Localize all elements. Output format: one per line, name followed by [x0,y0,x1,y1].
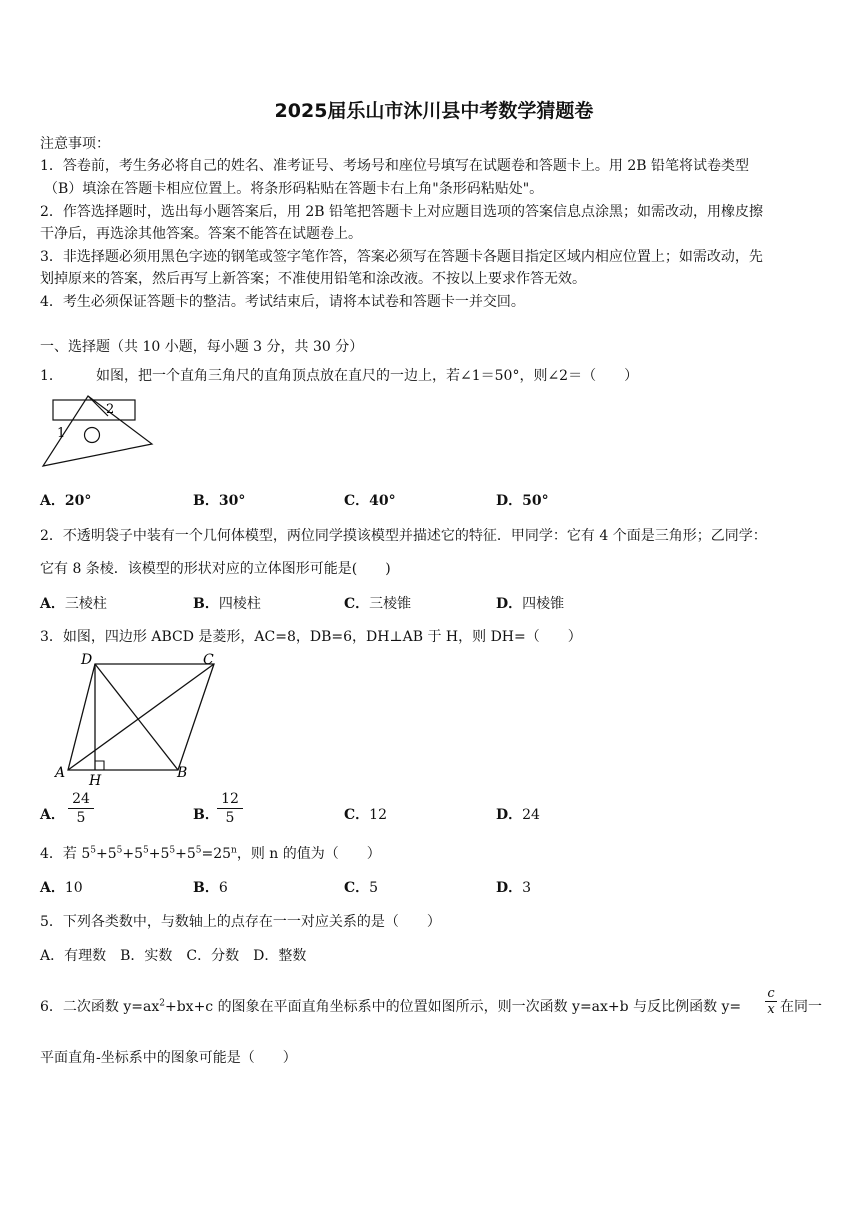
option-b[interactable]: B．四棱柱 [193,596,261,612]
question-text: 5．下列各类数中，与数轴上的点存在一一对应关系的是（ ） [40,914,441,930]
page-title: 2025届乐山市沐川县中考数学猜题卷 [274,100,594,122]
notice-line: 3．非选择题必须用黑色字迹的钢笔或签字笔作答，答案必须写在答题卡各题目指定区域内相应位置上；如需改动，先 [40,249,763,265]
option-a[interactable]: A． [40,807,65,823]
ruler-triangle-figure [38,394,158,474]
question-text: 3．如图，四边形 ABCD 是菱形，AC=8，DB=6，DH⊥AB 于 H，则 DH=（ ） [40,629,582,645]
vertex-label-c: C [203,652,214,668]
option-a[interactable]: A．20° [40,493,92,509]
question-text: 如图，把一个直角三角尺的直角顶点放在直尺的一边上，若∠1＝50°，则∠2＝（ ） [96,368,639,384]
options-line[interactable]: A．有理数 B．实数 C．分数 D．整数 [40,948,307,964]
angle-label-2: 2 [106,402,115,417]
option-c[interactable]: C．三棱锥 [344,596,412,612]
question-text: 2．不透明袋子中装有一个几何体模型，两位同学摸该模型并描述它的特征．甲同学：它有 4 个面是三角形；乙同学： [40,528,767,544]
angle-label-1: 1 [57,426,66,441]
option-b[interactable]: B． [193,807,219,823]
option-c[interactable]: C．40° [344,493,396,509]
vertex-label-b: B [177,765,188,781]
option-b[interactable]: B．6 [193,880,228,896]
rhombus-figure [50,650,230,790]
option-d[interactable]: D．50° [496,493,549,509]
option-d[interactable]: D．四棱锥 [496,596,565,612]
notice-line: （B）填涂在答题卡相应位置上。将条形码粘贴在答题卡右上角"条形码粘贴处"。 [44,181,544,197]
option-b[interactable]: B．30° [193,493,246,509]
notice-heading: 注意事项： [40,136,110,152]
option-a[interactable]: A．三棱柱 [40,596,107,612]
option-c[interactable]: C．12 [344,807,387,823]
notice-line: 划掉原来的答案，然后再写上新答案；不准使用铅笔和涂改液。不按以上要求作答无效。 [40,271,586,287]
question-text: 在同一 [780,999,822,1015]
notice-line: 1．答卷前，考生务必将自己的姓名、准考证号、考场号和座位号填写在试题卷和答题卡上。用 2B 铅笔将试卷类型 [40,158,749,174]
fraction-24-5: $\frac{24}{5}$ [68,790,94,827]
notice-line: 2．作答选择题时，选出每小题答案后，用 2B 铅笔把答题卡上对应题目选项的答案信息点涂黑；如需改动，用橡皮擦 [40,204,763,220]
fraction-c-over-x: $\frac{c}{x}$ [765,987,777,1018]
section-heading: 一、选择题（共 10 小题，每小题 3 分，共 30 分） [40,339,364,355]
question-text: 4．若 $5^5+5^5+5^5+5^5+5^5=25^n$，则 n 的值为（ ） [40,845,381,862]
notice-line: 干净后，再选涂其他答案。答案不能答在试题卷上。 [40,226,362,242]
question-text: 它有 8 条棱．该模型的形状对应的立体图形可能是( ) [40,561,391,577]
option-d[interactable]: D．24 [496,807,540,823]
notice-line: 4．考生必须保证答题卡的整洁。考试结束后，请将本试卷和答题卡一并交回。 [40,294,525,310]
vertex-label-a: A [55,765,66,781]
question-text: 平面直角-坐标系中的图象可能是（ ） [40,1050,297,1066]
option-c[interactable]: C．5 [344,880,379,896]
question-text: 6．二次函数 $y=ax^2+bx+c$ 的图象在平面直角坐标系中的位置如图所示，则一次函数 y=ax+b 与反比例函数 y= [40,998,742,1015]
vertex-label-d: D [81,652,93,668]
point-label-h: H [89,773,102,789]
fraction-12-5: $\frac{12}{5}$ [217,790,243,827]
option-a[interactable]: A．10 [40,880,83,896]
question-number: 1． [40,368,63,384]
option-d[interactable]: D．3 [496,880,532,896]
